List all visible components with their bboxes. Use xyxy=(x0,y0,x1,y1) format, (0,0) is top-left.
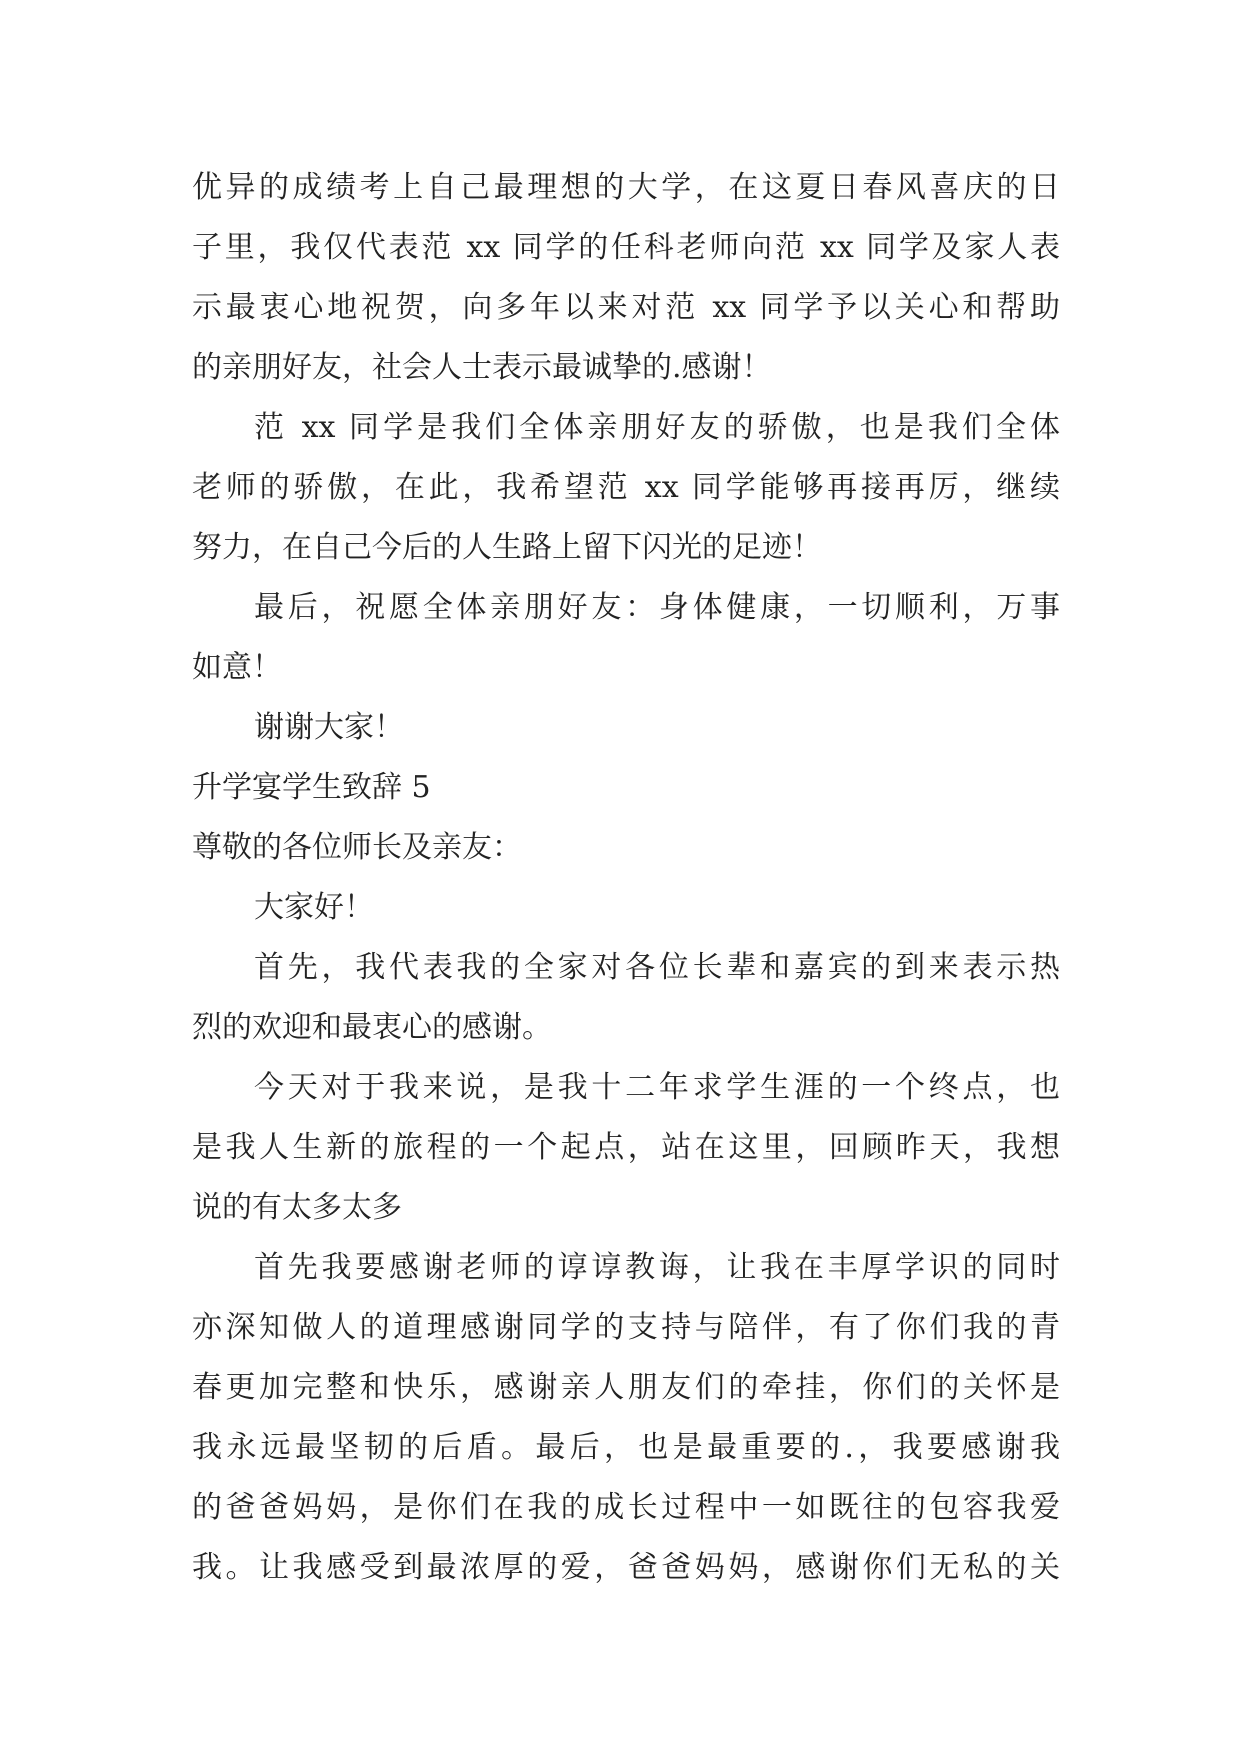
text-line: 我永远最坚韧的后盾。最后，也是最重要的.，我要感谢我 xyxy=(192,1430,1060,1465)
text-line: 优异的成绩考上自己最理想的大学，在这夏日春风喜庆的日 xyxy=(192,170,1060,205)
text-line: 的亲朋好友，社会人士表示最诚挚的.感谢！ xyxy=(192,350,772,385)
text-line: 说的有太多太多 xyxy=(192,1190,402,1225)
paragraph-first-line: 首先我要感谢老师的谆谆教诲，让我在丰厚学识的同时 xyxy=(254,1250,1060,1285)
paragraph-first-line: 范 xx 同学是我们全体亲朋好友的骄傲，也是我们全体 xyxy=(254,410,1060,445)
text-line: 亦深知做人的道理感谢同学的支持与陪伴，有了你们我的青 xyxy=(192,1310,1060,1345)
paragraph-first-line: 今天对于我来说，是我十二年求学生涯的一个终点，也 xyxy=(254,1070,1060,1105)
text-line: 老师的骄傲，在此，我希望范 xx 同学能够再接再厉，继续 xyxy=(192,470,1060,505)
paragraph-first-line: 首先，我代表我的全家对各位长辈和嘉宾的到来表示热 xyxy=(254,950,1060,985)
salutation: 尊敬的各位师长及亲友： xyxy=(192,830,522,865)
text-line: 我。让我感受到最浓厚的爱，爸爸妈妈，感谢你们无私的关 xyxy=(192,1550,1060,1585)
document-body xyxy=(192,158,1060,1598)
paragraph-first-line: 最后，祝愿全体亲朋好友：身体健康，一切顺利，万事 xyxy=(254,590,1060,625)
greeting: 大家好！ xyxy=(254,890,374,925)
text-line: 春更加完整和快乐，感谢亲人朋友们的牵挂，你们的关怀是 xyxy=(192,1370,1060,1405)
section-heading: 升学宴学生致辞 5 xyxy=(192,770,431,805)
text-line: 示最衷心地祝贺，向多年以来对范 xx 同学予以关心和帮助 xyxy=(192,290,1060,325)
text-line: 如意！ xyxy=(192,650,282,685)
text-line: 子里，我仅代表范 xx 同学的任科老师向范 xx 同学及家人表 xyxy=(192,230,1060,265)
text-line: 烈的欢迎和最衷心的感谢。 xyxy=(192,1010,552,1045)
text-line: 的爸爸妈妈，是你们在我的成长过程中一如既往的包容我爱 xyxy=(192,1490,1060,1525)
paragraph-first-line: 谢谢大家！ xyxy=(254,710,404,745)
text-line: 是我人生新的旅程的一个起点，站在这里，回顾昨天，我想 xyxy=(192,1130,1060,1165)
text-line: 努力，在自己今后的人生路上留下闪光的足迹！ xyxy=(192,530,822,565)
